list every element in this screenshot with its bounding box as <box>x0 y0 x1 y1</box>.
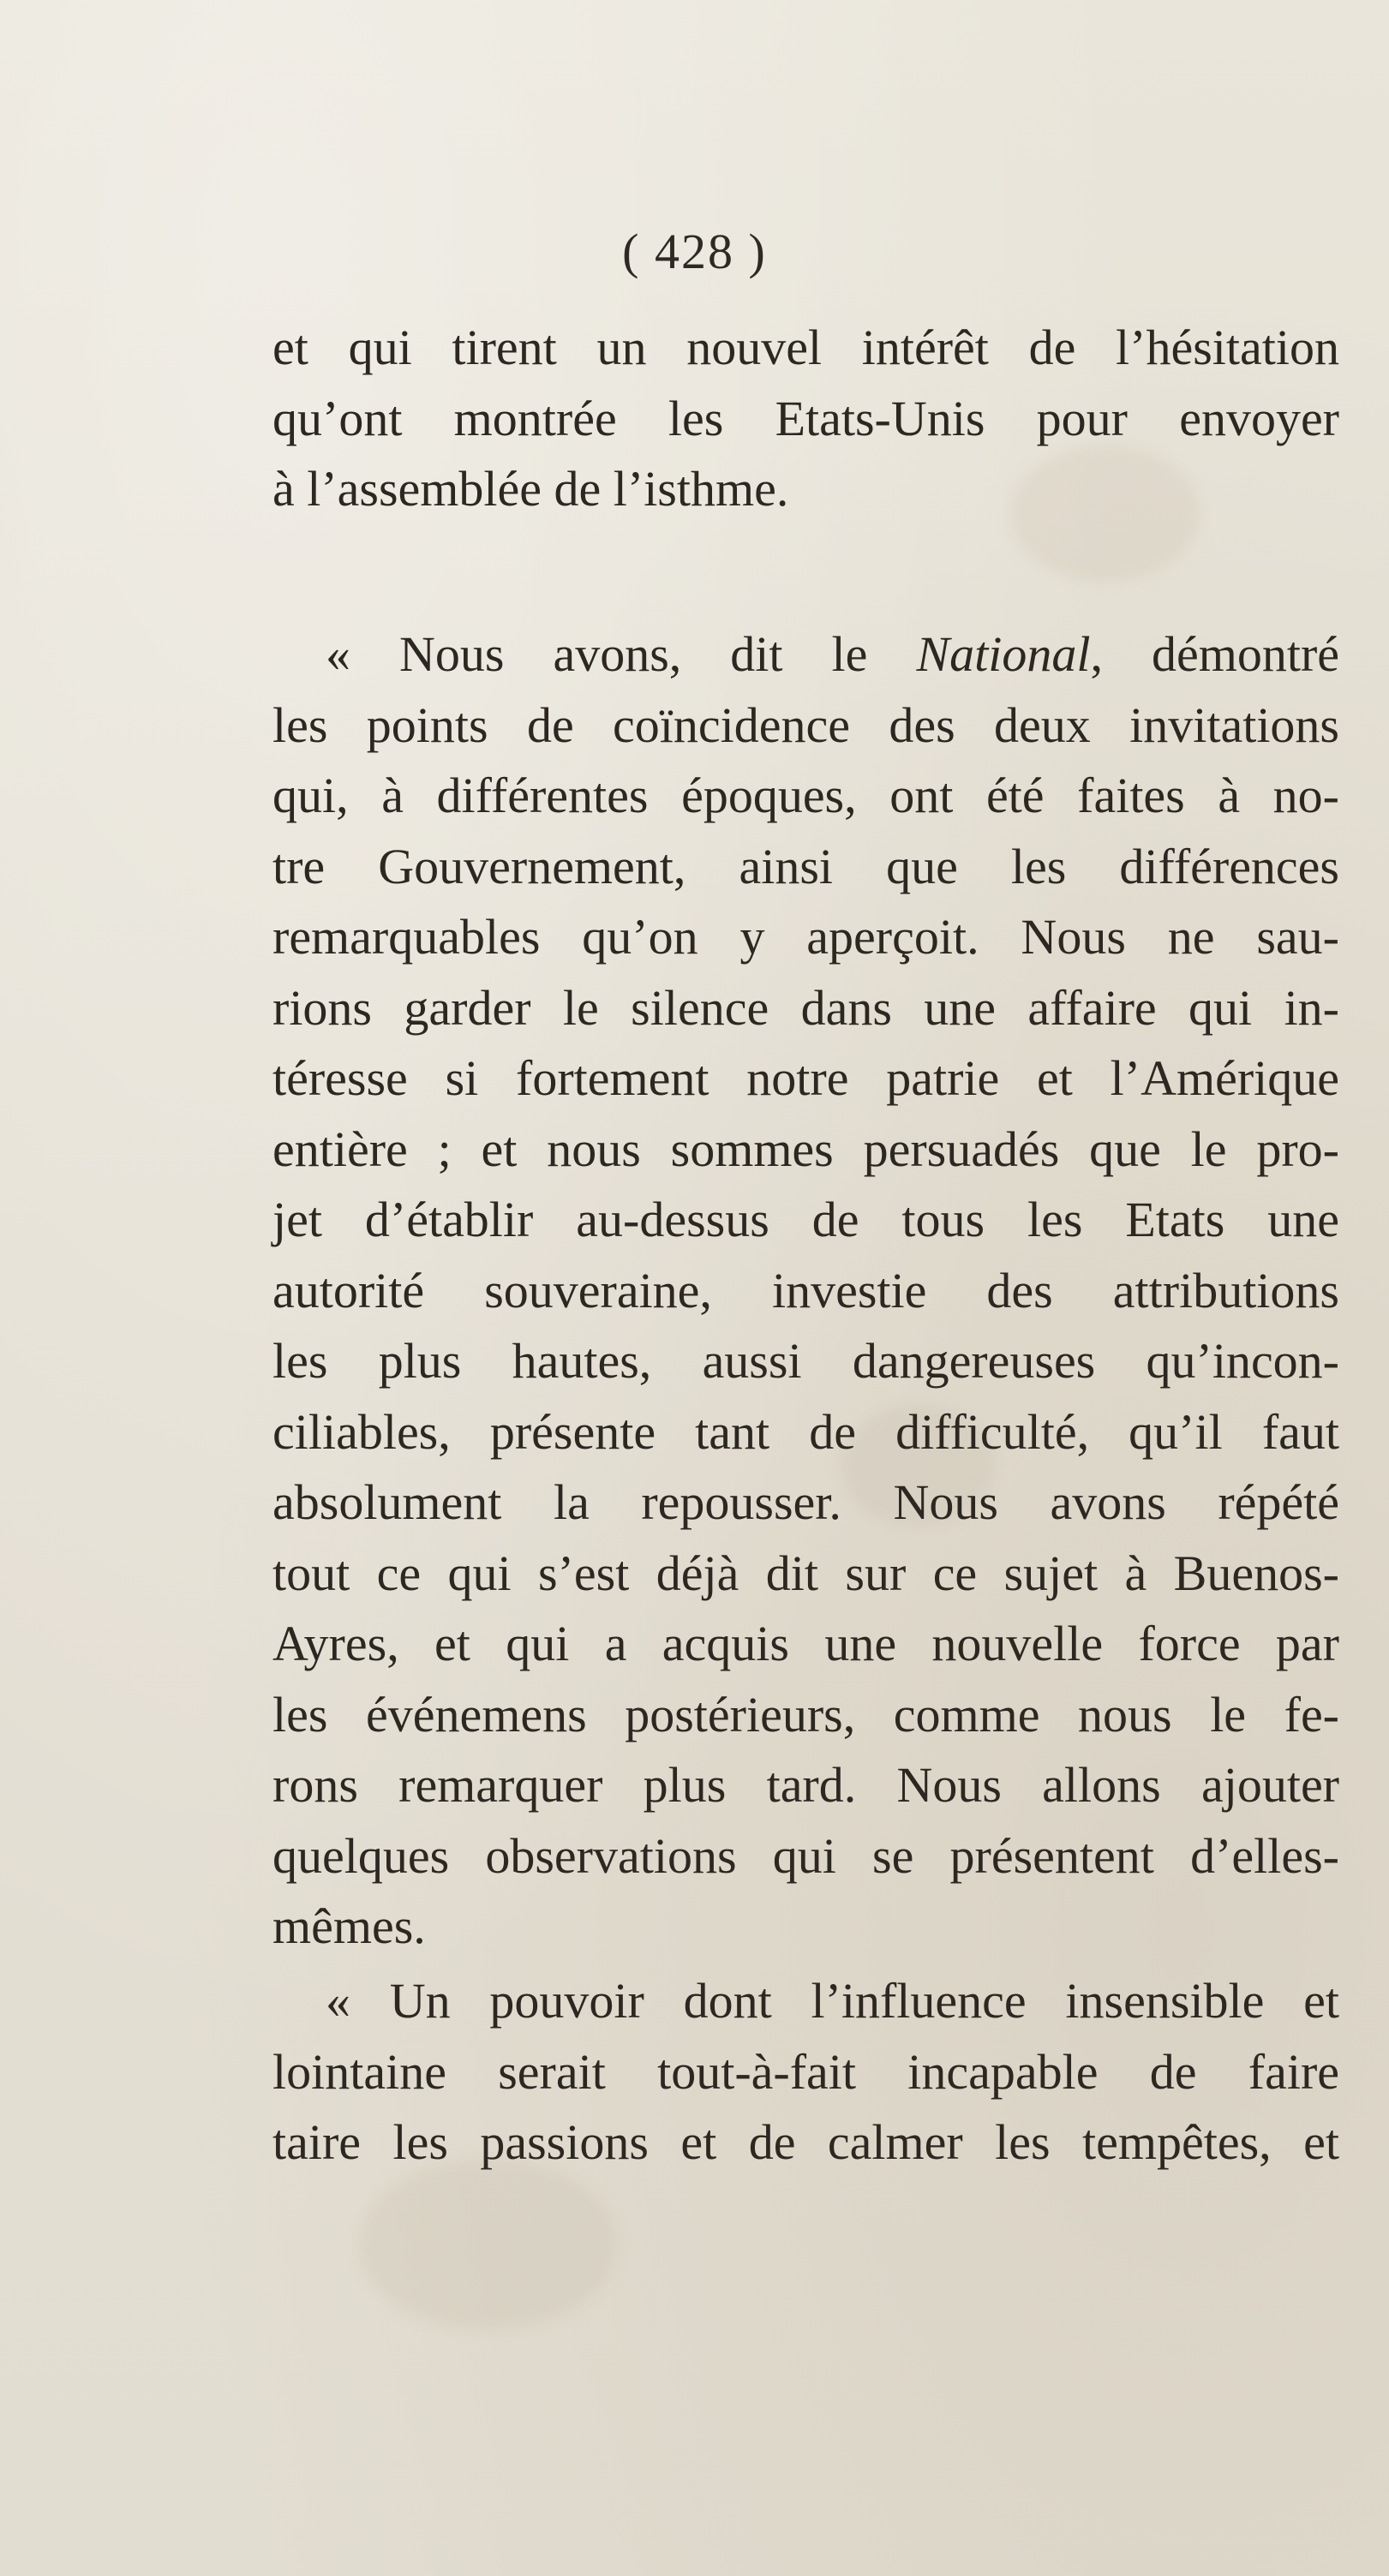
text-line: Ayres, et qui a acquis une nouvelle force par <box>272 1616 1339 1671</box>
text-line: tout ce qui s’est déjà dit sur ce sujet à Buenos- <box>272 1545 1339 1601</box>
text-line: mêmes. <box>272 1898 426 1954</box>
text-line: lointaine serait tout-à-fait incapable de faire <box>272 2043 1339 2100</box>
text-line: taire les passions et de calmer les tempêtes, et <box>272 2114 1339 2170</box>
paper-stain <box>360 2159 617 2330</box>
newspaper-title: National <box>916 626 1091 682</box>
text-line: remarquables qu’on y aperçoit. Nous ne sau- <box>272 909 1339 965</box>
paragraph-continuation <box>272 313 1339 525</box>
text-line-first <box>272 619 1339 690</box>
quoted-paragraph-national <box>272 619 1339 1963</box>
text-run: « Nous avons, dit le <box>326 626 917 682</box>
text-line: rions garder le silence dans une affaire qui in- <box>272 979 1339 1036</box>
text-line: autorité souveraine, investie des attributions <box>272 1262 1339 1318</box>
text-line: « Un pouvoir dont l’influence insensible et <box>326 1973 1339 2029</box>
text-line: jet d’établir au-dessus de tous les Etats une <box>272 1192 1339 1247</box>
text-line: téresse si fortement notre patrie et l’Amérique <box>272 1050 1339 1106</box>
text-line: qu’ont montrée les Etats-Unis pour envoyer <box>272 390 1339 446</box>
text-line: rons remarquer plus tard. Nous allons ajouter <box>272 1757 1339 1813</box>
text-run: , démontré <box>1090 626 1340 682</box>
text-line: absolument la repousser. Nous avons répété <box>272 1474 1339 1530</box>
text-line: tre Gouvernement, ainsi que les différences <box>272 838 1339 894</box>
text-line: à l’assemblée de l’isthme. <box>272 461 789 517</box>
text-line: qui, à différentes époques, ont été faites à no- <box>272 768 1339 823</box>
text-line: entière ; et nous sommes persuadés que le pro- <box>272 1121 1339 1177</box>
text-line: les événemens postérieurs, comme nous le fe- <box>272 1686 1339 1742</box>
text-line: les points de coïncidence des deux invitations <box>272 696 1339 753</box>
quoted-paragraph-continued <box>272 1966 1339 2179</box>
text-line: ciliables, présente tant de difficulté, qu’il faut <box>272 1403 1339 1460</box>
text-line: quelques observations qui se présentent d’elles- <box>272 1827 1339 1884</box>
text-line: les plus hautes, aussi dangereuses qu’incon- <box>272 1333 1339 1389</box>
page-number: ( 428 ) <box>622 224 767 279</box>
text-line: et qui tirent un nouvel intérêt de l’hésitation <box>272 320 1339 375</box>
